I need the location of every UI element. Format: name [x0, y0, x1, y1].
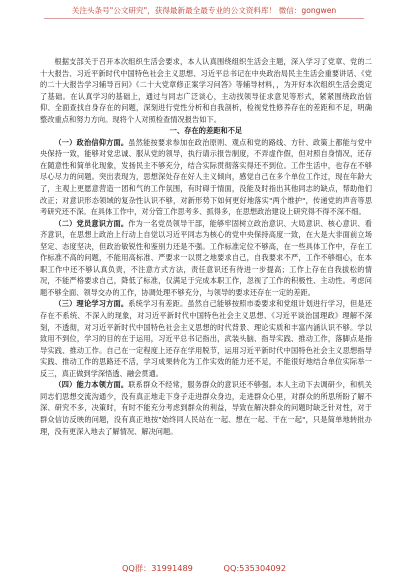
subheading-theory-study: （三）理论学习方面。	[54, 299, 129, 309]
paragraph-text: 虽然能按要求参加在政治原则、观点和党的路线、方针、政策上都能与党中央保持一致，能够对党忠诚、服从党的领导，执行请示报告制度，不弄虚作假，但对照自身情况，还存在随意性和简单化现象，发扬民主不够充分，结合实际贯彻落实得还不到位。工作生活中，也存在不够尽心尽力的问题。突出表现为，思想深处存在好人主义倾向，感觉自己在多个单位工作过，现在年龄大了，主观上更愿意营造一团和气的工作氛围，有时碍于情面，没能及时指出其他同志的缺点，帮助他们改正；对意识形态领域的复杂性认识不够，对新形势下如何更好地落实"两个维护"，传递党的声音等思考研究还不深。在具体工作中，对分管工作思考多、抓得多，在思想政治建设上研究得不得不深不细。	[40, 137, 372, 217]
paragraph-text: 作为一名党员领导干部，能够牢固树立政治意识、大局意识、核心意识、看齐意识，在思想上政治上行动上自觉以习近平同志为核心的党中央保持高度一致，在大是大非面前立场坚定、态度坚决，但政治敏锐性和鉴别力还是不强。工作标准定位不够高，在一些具体工作中，存在工作标准不高的问题，不能用高标准、严要求一以贯之地要求自己，自我要求不严，工作不够细心，在本职工作中还不够认真负责，不注意方式方法，责任意识还有待进一步提高；工作上存在自我拔松的情况，不能严格要求自己，降低了标准，仅满足于完成本职工作，忽视了工作的积极性、主动性。考虑问题不够全面、领导交办的工作，协调处理不够充分，与领导的要求还存在一定的差距。	[40, 218, 372, 297]
banner-divider	[44, 18, 364, 19]
section-heading: 一、存在的差距和不足	[169, 126, 243, 136]
promo-banner: 关注头条号"公文研究"，获得最新最全最专业的公文资料库！ 微信：gongwen	[71, 6, 337, 15]
body-paragraph-ability	[40, 379, 372, 437]
footer-qq: QQ:535304092	[223, 563, 287, 573]
body-paragraph-theory-study	[40, 298, 372, 379]
body-paragraph-political-belief	[40, 137, 372, 218]
intro-paragraph: 根据支部关于召开本次组织生活会要求，本人认真围绕组织生活会主题，深入学习了党章、党的二十大报告、习近平新时代中国特色社会主义思想、习近平总书记在中央政治局民主生活会重要讲话、《党的二十大报告学习辅导百问》《二十大党章修正案学习问答》等辅导材料，，为开好本次组织生活会奠定了基础。在认真学习的基础上，通过与同志广泛谈心，主动找领导征求意见等形式，紧紧围绕政治信仰、全面查找自身存在的问题，深刻进行党性分析和自我剖析，检视党性修养存在的差距和不足，明确整改重点和努力方向。现将个人对照检查情况报告如下。	[40, 57, 372, 124]
subheading-ability: （四）能力本领方面。	[54, 380, 129, 390]
subheading-political-belief: （一）政治信仰方面。	[54, 137, 129, 147]
document-body	[40, 56, 372, 437]
paragraph-text: 联系群众不经常，服务群众的意识还不够强。本人主动下去调研少，和机关同志们思想交流沟通少，没有真正地走下身子走进群众身边，走进群众心里，对群众的所思所盼了解不深、研究不多，决策时，有时不能充分考虑到群众的利益，导致在解决群众的问题时缺乏针对性，对于群众信访反映的问题，没有真正地按"始终同人民站在一起、想在一起、干在一起"，只是简单地转批办理，没有更深入地去了解情况、解决问题。	[40, 380, 372, 436]
page-footer	[0, 562, 408, 574]
paragraph-text: 系统学习有差距。虽然自己能够按照市委要求和党组计划进行学习，但是还存在不系统、不深入的现象，对习近平新时代中国特色社会主义思想、《习近平谈治国理政》理解不深刻，不透彻，对习近平新时代中国特色社会主义思想的时代背景、理论实质和丰富内涵认识不够。学以致用不到位，学习的目的在于运用，习近平总书记指出，武装头脑、指导实践、推动工作，落脚点是指导实践、推动工作。自己在一定程度上还存在学用脱节，运用习近平新时代中国特色社会主义思想指导实践、推动工作的思路还不活，学习成果转化为工作实效的能力还不足，不能很好地结合单位实际举一反三，真正做到学深悟透、融会贯通。	[40, 299, 372, 378]
subheading-party-awareness: （二）党员意识方面。	[54, 218, 129, 228]
body-paragraph-party-awareness	[40, 218, 372, 299]
footer-qq-group: QQ群：31991489	[121, 563, 193, 573]
